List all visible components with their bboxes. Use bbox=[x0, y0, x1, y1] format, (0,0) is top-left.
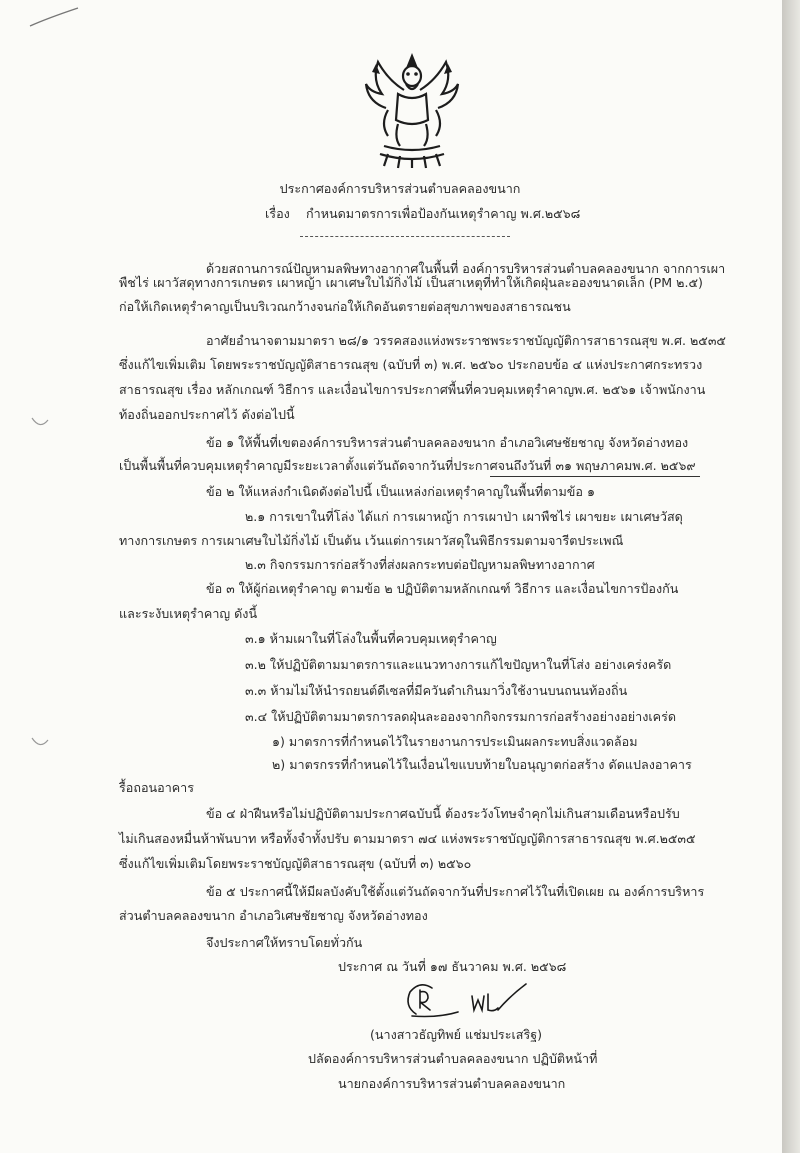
body-line: ๒.๓ กิจกรรมการก่อสร้างที่ส่งผลกระทบต่อปัญหามลพิษทางอากาศ bbox=[245, 557, 595, 572]
body-line: ซึ่งแก้ไขเพิ่มเติม โดยพระราชบัญญัติสาธารณสุข (ฉบับที่ ๓) พ.ศ. ๒๕๖๐ ประกอบข้อ ๔ แห่งประกาศกระทรวง bbox=[119, 357, 703, 372]
pen-mark-scribble bbox=[28, 6, 80, 28]
body-line: ซึ่งแก้ไขเพิ่มเติมโดยพระราชบัญญัติสาธารณสุข (ฉบับที่ ๓) ๒๕๖๐ bbox=[119, 856, 472, 871]
body-line: ๓.๔ ให้ปฏิบัติตามมาตรการลดฝุ่นละอองจากกิจกรรมการก่อสร้างอย่างอย่างเคร่ด bbox=[245, 709, 677, 724]
body-line: ๒) มาตรกรรที่กำหนดไว้ในเงื่อนไขแบบท้ายใบอนุญาตก่อสร้าง ดัดแปลงอาคาร bbox=[272, 757, 692, 772]
body-line: ก่อให้เกิดเหตุรำคาญเป็นบริเวณกว้างจนก่อให้เกิดอันตรายต่อสุขภาพของสาธารณชน bbox=[119, 299, 571, 314]
body-line: ข้อ ๑ ให้พื้นที่เขตองค์การบริหารส่วนตำบลคลองขนาก อำเภอวิเศษชัยชาญ จังหวัดอ่างทอง bbox=[206, 435, 689, 450]
handwritten-signature bbox=[398, 978, 538, 1028]
announcement-date: ประกาศ ณ วันที่ ๑๗ ธันวาคม พ.ศ. ๒๕๖๘ bbox=[338, 959, 567, 974]
body-line: ส่วนตำบลคลองขนาก อำเภอวิเศษชัยชาญ จังหวัดอ่างทอง bbox=[119, 908, 428, 923]
body-line: สาธารณสุข เรื่อง หลักเกณฑ์ วิธีการ และเงื่อนไขการประกาศพื้นที่ควบคุมเหตุรำคาญพ.ศ. ๒๕๖๑ เจ้าพนักงาน bbox=[119, 382, 706, 397]
signer-position: ปลัดองค์การบริหารส่วนตำบลคลองขนาก ปฏิบัติหน้าที่ bbox=[308, 1051, 598, 1066]
garuda-emblem-icon bbox=[358, 50, 466, 170]
body-line: ๓.๒ ให้ปฏิบัติตามมาตรการและแนวทางการแก้ไขปัญหาในที่โส่ง อย่างเคร่งครัด bbox=[245, 657, 672, 672]
binder-hole-mark bbox=[30, 416, 50, 430]
body-line: ข้อ ๔ ฝ่าฝืนหรือไม่ปฏิบัติตามประกาศฉบับนี้ ต้องระวังโทษจำคุกไม่เกินสามเดือนหรือปรับ bbox=[206, 806, 680, 821]
body-line: ข้อ ๒ ให้แหล่งกำเนิดดังต่อไปนี้ เป็นแหล่งก่อเหตุรำคาญในพื้นที่ตามข้อ ๑ bbox=[206, 484, 595, 499]
body-line: เป็นพื้นพื้นที่ควบคุมเหตุรำคาญมีระยะเวลาตั้งแต่วันถัดจากวันที่ประกาศจนถึงวันที่ ๓๑ พฤษภาคมพ.ศ. ๒๕๖๙ bbox=[119, 458, 696, 473]
body-line: อาศัยอำนาจตามมาตรา ๒๘/๑ วรรคสองแห่งพระราชพระราชบัญญัติการสาธารณสุข พ.ศ. ๒๕๓๕ bbox=[206, 333, 726, 348]
announcement-subject: กำหนดมาตรการเพื่อป้องกันเหตุรำคาญ พ.ศ.๒๕๖๘ bbox=[306, 206, 581, 221]
scan-edge bbox=[782, 0, 800, 1153]
body-line: ๓.๑ ห้ามเผาในที่โล่งในพื้นที่ควบคุมเหตุรำคาญ bbox=[245, 631, 497, 646]
body-line: ท้องถิ่นออกประกาศไว้ ดังต่อไปนี้ bbox=[119, 407, 295, 422]
title-divider bbox=[300, 236, 510, 237]
signer-name: (นางสาวธัญทิพย์ แช่มประเสริฐ) bbox=[370, 1027, 543, 1042]
body-line: ข้อ ๓ ให้ผู้ก่อเหตุรำคาญ ตามข้อ ๒ ปฏิบัติตามหลักเกณฑ์ วิธีการ และเงื่อนไขการป้องกัน bbox=[206, 581, 679, 596]
handwritten-underline bbox=[490, 476, 700, 477]
body-line: ๓.๓ ห้ามไม่ให้นำรถยนต์ดีเซลที่มีควันดำเกินมาวิ่งใช้งานบนถนนท้องถิ่น bbox=[245, 683, 628, 698]
body-line: ๒.๑ การเขาในที่โล่ง ได้แก่ การเผาหญ้า การเผาป่า เผาพืชไร่ เผาขยะ เผาเศษวัสดุ bbox=[245, 509, 683, 524]
body-line: ด้วยสถานการณ์ปัญหามลพิษทางอากาศในพื้นที่ องค์การบริหารส่วนตำบลคลองขนาก จากการเผา bbox=[206, 261, 726, 276]
signer-office: นายกองค์การบริหารส่วนตำบลคลองขนาก bbox=[338, 1076, 566, 1091]
body-line: รื้อถอนอาคาร bbox=[119, 780, 195, 795]
body-line: พืชไร่ เผาวัสดุทางการเกษตร เผาหญ้า เผาเศษใบไม้กิ่งไม้ เป็นสาเหตุที่ทำให้เกิดฝุ่นละอองขนาดเล็ก (PM ๒.๕) bbox=[119, 275, 703, 290]
announcement-title: ประกาศองค์การบริหารส่วนตำบลคลองขนาก bbox=[279, 181, 521, 196]
body-line: ไม่เกินสองหมื่นห้าพันบาท หรือทั้งจำทั้งปรับ ตามมาตรา ๗๔ แห่งพระราชบัญญัติการสาธารณสุข พ.ศ.๒๕๓๕ bbox=[119, 831, 696, 846]
body-line: ทางการเกษตร การเผาเศษใบไม้กิ่งไม้ เป็นต้น เว้นแต่การเผาวัสดุในพิธีกรรมตามจารีตประเพณี bbox=[119, 533, 624, 548]
body-line: จึงประกาศให้ทราบโดยทั่วกัน bbox=[206, 935, 363, 950]
subject-label: เรื่อง bbox=[265, 206, 290, 221]
body-line: ข้อ ๕ ประกาศนี้ให้มีผลบังคับใช้ตั้งแต่วันถัดจากวันที่ประกาศไว้ในที่เปิดเผย ณ องค์การบริหาร bbox=[206, 884, 705, 899]
body-line: ๑) มาตรการที่กำหนดไว้ในรายงานการประเมินผลกระทบสิ่งแวดล้อม bbox=[272, 734, 638, 749]
body-line: และระงับเหตุรำคาญ ดังนี้ bbox=[119, 606, 258, 621]
binder-hole-mark bbox=[30, 736, 50, 750]
